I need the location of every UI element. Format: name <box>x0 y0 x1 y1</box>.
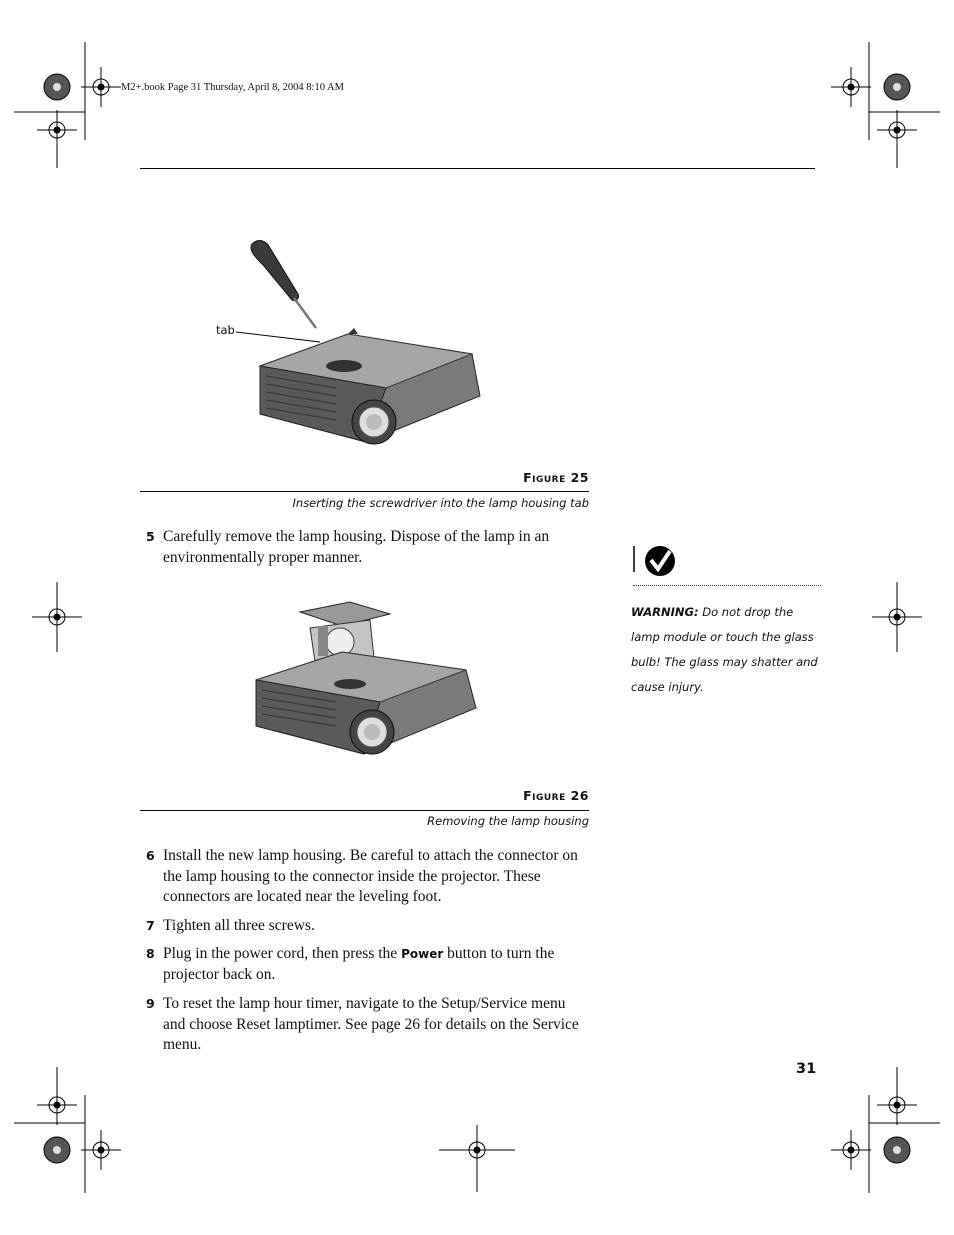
step-6 <box>146 846 591 908</box>
figure-26-label: Figure 26 <box>523 788 589 803</box>
step-number: 6 <box>146 848 155 863</box>
checkmark-note-icon <box>632 544 680 578</box>
step-number: 7 <box>146 918 155 933</box>
figure-25-label: Figure 25 <box>523 470 589 485</box>
crop-mark-bottom-left <box>14 1067 85 1193</box>
warning-label: WARNING: <box>631 605 699 619</box>
note-divider <box>633 585 821 588</box>
step-text <box>163 944 591 985</box>
step-text-before: Plug in the power cord, then press the <box>163 945 402 962</box>
step-7 <box>146 916 591 937</box>
step-number: 8 <box>146 946 155 961</box>
step-number: 9 <box>146 996 155 1011</box>
step-text-after: button to turn the projector back on. <box>163 945 555 983</box>
projector-icon <box>256 652 476 754</box>
tab-callout-line <box>236 328 326 348</box>
page-number: 31 <box>796 1061 817 1077</box>
step-8 <box>146 944 591 985</box>
figure-26-illustration <box>250 598 480 758</box>
step-text: Install the new lamp housing. Be careful to attach the connector on the lamp housing to the connector inside the projector. These connectors are located near the leveling foot. <box>163 847 578 905</box>
crop-mark-bottom-right <box>869 1067 940 1193</box>
step-text: Tighten all three screws. <box>163 917 315 934</box>
crop-mark-top-left <box>14 42 85 168</box>
tab-callout-label: tab <box>216 323 235 337</box>
figure-26-caption: Removing the lamp housing <box>427 814 589 828</box>
figure-25-caption: Inserting the screwdriver into the lamp housing tab <box>292 496 589 510</box>
step-number: 5 <box>146 529 155 544</box>
step-text: Carefully remove the lamp housing. Dispose of the lamp in an environmentally proper manner. <box>163 528 550 566</box>
warning-note <box>631 600 821 700</box>
header-rule <box>140 168 815 169</box>
step-text: To reset the lamp hour timer, navigate to the Setup/Service menu and choose Reset lamptimer. See page 26 for details on the Service menu. <box>163 995 579 1053</box>
step-5 <box>146 527 591 568</box>
step-9 <box>146 994 591 1056</box>
figure-26-rule <box>140 810 589 811</box>
book-info-header: M2+.book Page 31 Thursday, April 8, 2004 8:10 AM <box>121 82 344 93</box>
power-button-name: Power <box>401 947 444 961</box>
warning-text: Do not drop the lamp module or touch the glass bulb! The glass may shatter and cause injury. <box>631 605 818 694</box>
crop-mark-top-right <box>869 42 940 168</box>
screwdriver-icon <box>251 241 316 328</box>
figure-25-rule <box>140 491 589 492</box>
